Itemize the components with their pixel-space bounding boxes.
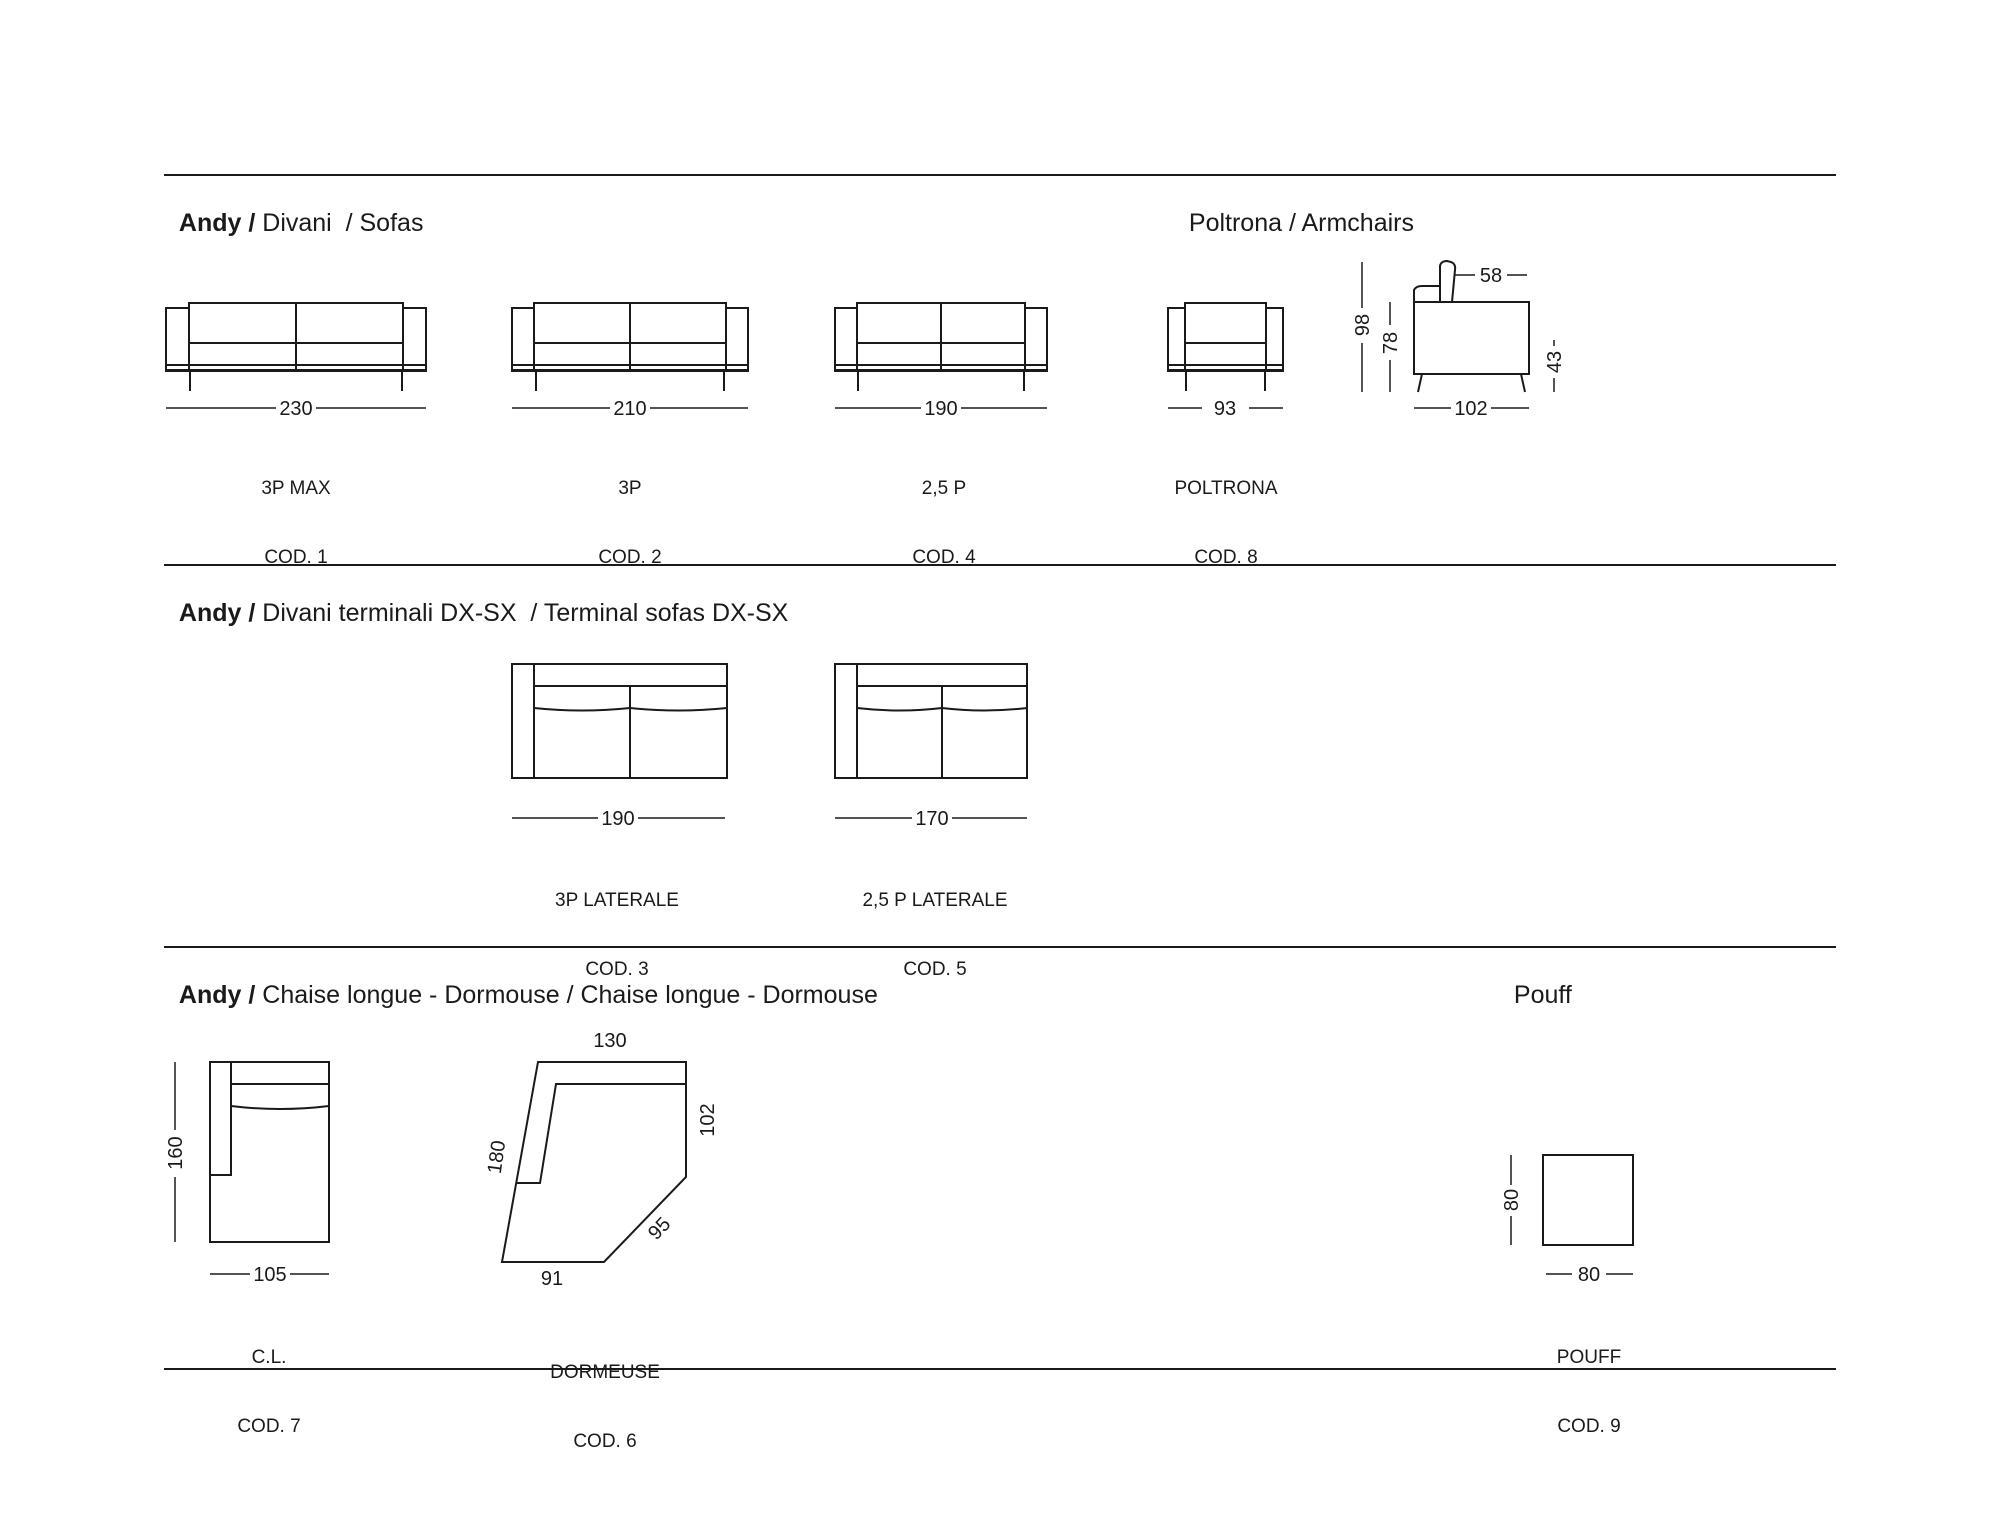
arm-height-dimension: 78 <box>1380 331 1402 355</box>
item-name: 2,5 P LATERALE <box>862 890 1008 911</box>
width-dimension: 105 <box>253 1264 287 1286</box>
item-code: COD. 4 <box>912 547 976 568</box>
item-name: 3P MAX <box>261 478 331 499</box>
section-side-title: Pouff <box>1513 981 1572 1009</box>
item-label-25p-laterale <box>862 843 1007 1004</box>
sofa-3p-max-drawing <box>166 303 426 420</box>
item-name: DORMEUSE <box>550 1362 660 1383</box>
item-code: COD. 3 <box>585 959 649 980</box>
section-title: Divani terminali DX-SX / Terminal sofas DX-SX <box>255 599 789 627</box>
height-dimension: 98 <box>1352 313 1374 337</box>
laterale-25p-drawing <box>835 664 1027 830</box>
dormeuse-drawing <box>484 1030 719 1290</box>
item-label-3p-max <box>261 431 330 592</box>
left-dimension: 180 <box>483 1139 511 1176</box>
item-code: COD. 6 <box>573 1431 637 1452</box>
item-label-25p <box>912 431 975 592</box>
section-title: Divani / Sofas <box>255 209 424 237</box>
width-dimension: 93 <box>1213 398 1237 420</box>
width-dimension: 210 <box>613 398 647 420</box>
brand-name: Andy / <box>178 981 256 1009</box>
item-name: 3P <box>618 478 642 499</box>
item-label-poltrona <box>1174 431 1277 592</box>
depth-dimension: 102 <box>1454 398 1488 420</box>
item-name: 3P LATERALE <box>555 890 679 911</box>
section-title: Chaise longue - Dormouse / Chaise longue - Dormouse <box>255 981 878 1009</box>
item-code: COD. 5 <box>903 959 967 980</box>
laterale-3p-drawing <box>512 664 727 830</box>
width-dimension: 170 <box>915 808 949 830</box>
item-label-dormeuse <box>550 1315 660 1476</box>
item-label-3p-laterale <box>555 843 679 1004</box>
depth-dimension: 160 <box>165 1136 187 1170</box>
top-dimension: 130 <box>593 1030 627 1052</box>
width-dimension: 190 <box>601 808 635 830</box>
item-name: POLTRONA <box>1174 478 1278 499</box>
item-code: COD. 1 <box>264 547 328 568</box>
brand-name: Andy / <box>178 599 256 627</box>
pouff-drawing <box>1501 1155 1633 1286</box>
width-dimension: 230 <box>279 398 313 420</box>
item-code: COD. 8 <box>1194 547 1258 568</box>
poltrona-side-drawing <box>1352 261 1566 420</box>
brand-name: Andy / <box>178 209 256 237</box>
item-label-3p <box>598 431 661 592</box>
width-dimension: 80 <box>1577 1264 1601 1286</box>
depth-dimension: 80 <box>1501 1188 1523 1212</box>
sofa-25p-drawing <box>835 303 1047 420</box>
item-name: C.L. <box>251 1347 287 1368</box>
seat-depth-dimension: 58 <box>1479 265 1503 287</box>
sofa-3p-drawing <box>512 303 748 420</box>
bottom-dimension: 91 <box>540 1268 564 1290</box>
item-name: 2,5 P <box>921 478 967 499</box>
item-name: POUFF <box>1556 1347 1622 1368</box>
width-dimension: 190 <box>924 398 958 420</box>
diagonal-dimension: 95 <box>644 1213 676 1245</box>
item-label-pouff <box>1557 1300 1621 1461</box>
chaise-longue-drawing <box>165 1062 329 1286</box>
right-dimension: 102 <box>697 1103 719 1137</box>
poltrona-front-drawing <box>1168 303 1283 420</box>
item-code: COD. 9 <box>1557 1416 1621 1437</box>
item-label-chaise <box>237 1300 300 1461</box>
section-side-title: Poltrona / Armchairs <box>1188 209 1414 237</box>
item-code: COD. 7 <box>237 1416 301 1437</box>
item-code: COD. 2 <box>598 547 662 568</box>
seat-height-dimension: 43 <box>1544 350 1566 374</box>
